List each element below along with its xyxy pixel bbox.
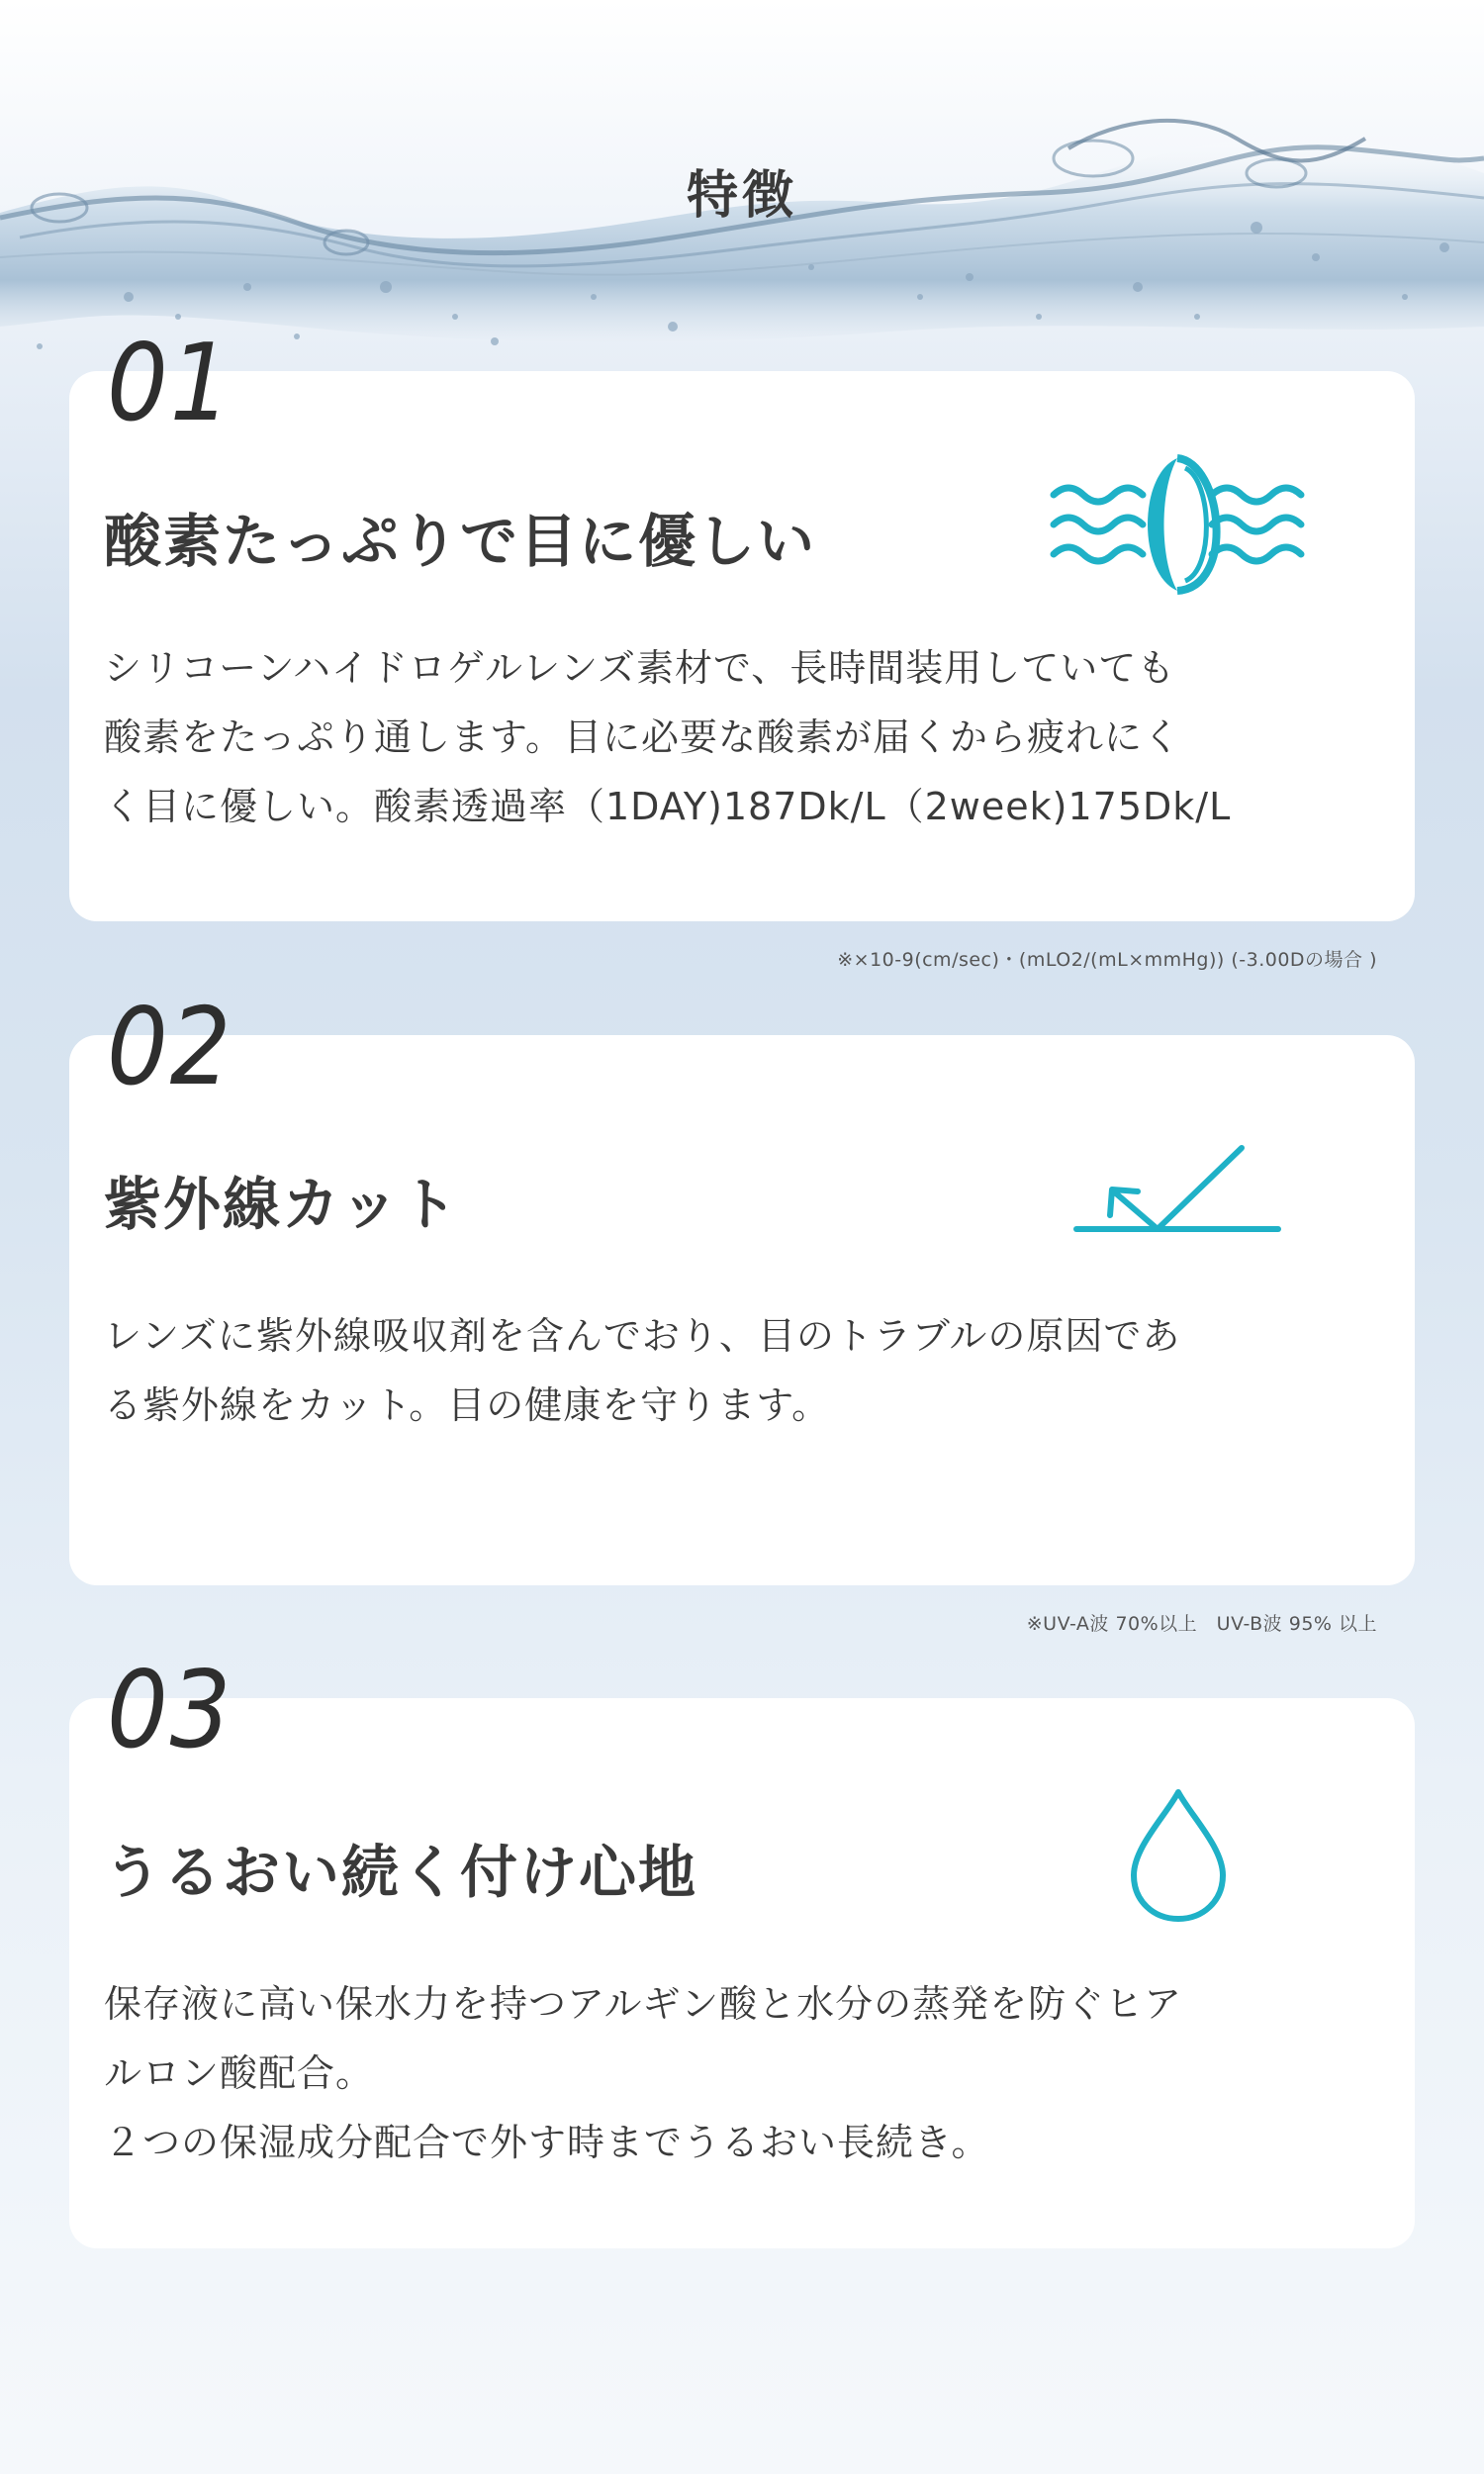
description-line: ２つの保湿成分配合で外す時までうるおい長続き。 [104, 2121, 990, 2164]
water-drop-icon [1126, 1786, 1231, 1925]
description-line: 保存液に高い保水力を持つアルギン酸と水分の蒸発を防ぐヒア [104, 1982, 1183, 2026]
page-title: 特徴 [686, 166, 797, 226]
feature-heading: 紫外線カット [104, 1171, 460, 1238]
oxygen-lens-waves-icon [1049, 450, 1314, 599]
feature-description [104, 1969, 1331, 2177]
description-line: る紫外線をカット。目の健康を守ります。 [104, 1383, 831, 1427]
feature-description [104, 1301, 1331, 1440]
description-line: 酸素をたっぷり通します。目に必要な酸素が届くから疲れにく [104, 715, 1181, 759]
feature-number: 03 [107, 1649, 233, 1772]
feature-number: 02 [107, 986, 233, 1109]
uv-reflect-icon [1068, 1138, 1286, 1247]
feature-heading: 酸素たっぷりで目に優しい [104, 508, 817, 575]
description-line: く目に優しい。酸素透過率（1DAY)187Dk/L（2week)175Dk/L [104, 785, 1232, 828]
footnote: ※×10-9(cm/sec)・(mLO2/(mL×mmHg)) (-3.00Dの場合 ) [837, 949, 1377, 971]
feature-number: 01 [107, 322, 233, 445]
description-line: ルロン酸配合。 [104, 2051, 375, 2095]
feature-heading: うるおい続く付け心地 [104, 1839, 698, 1906]
description-line: シリコーンハイドロゲルレンズ素材で、長時間装用していても [104, 646, 1176, 690]
footnote: ※UV-A波 70%以上 UV-B波 95% 以上 [1026, 1613, 1377, 1635]
feature-description [104, 633, 1331, 841]
description-line: レンズに紫外線吸収剤を含んでおり、目のトラブルの原因であ [104, 1314, 1181, 1358]
